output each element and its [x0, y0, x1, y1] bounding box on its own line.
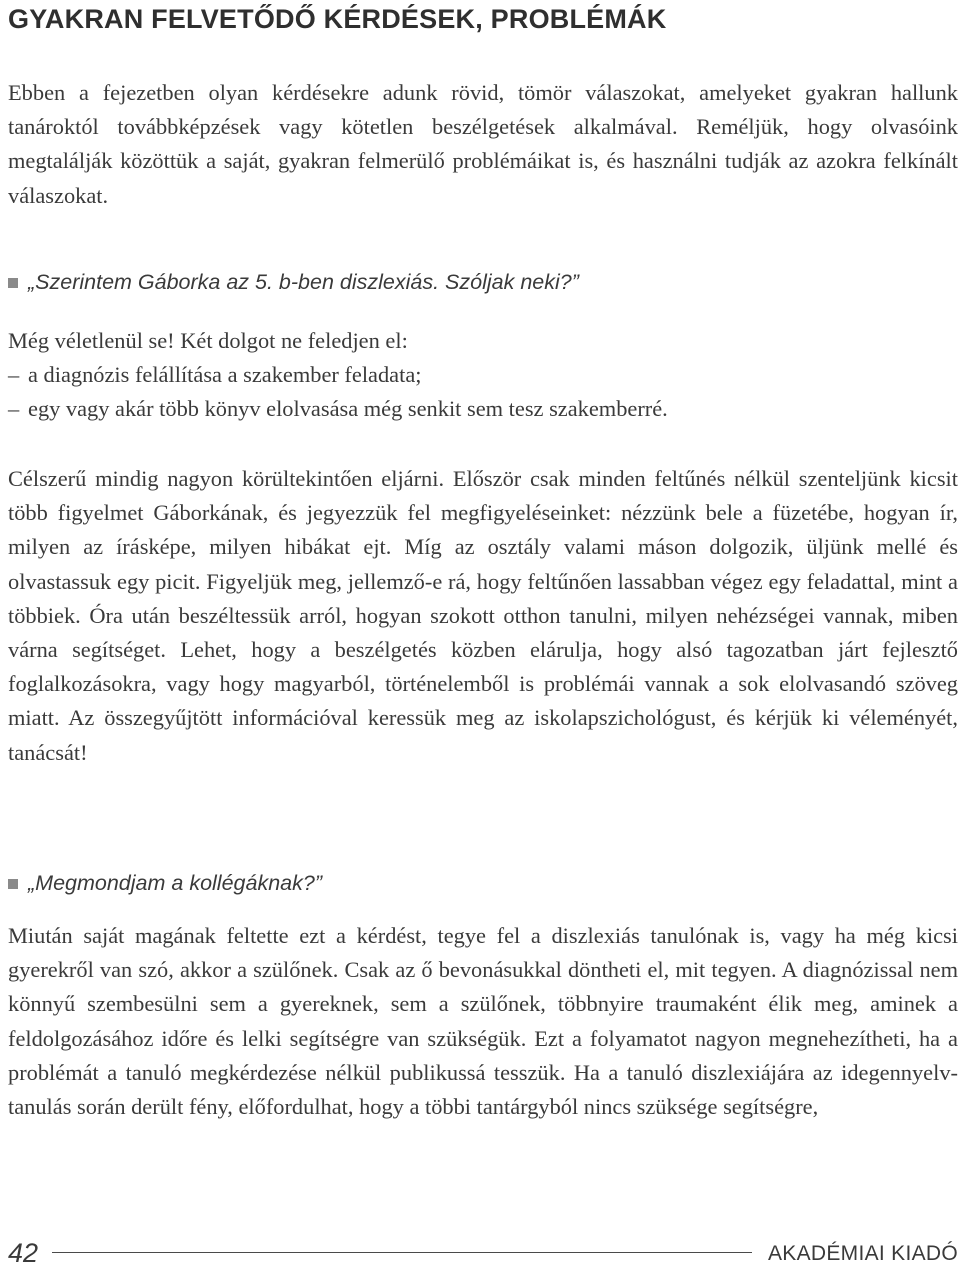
- question-heading-2: [8, 871, 322, 896]
- chapter-title: GYAKRAN FELVETŐDŐ KÉRDÉSEK, PROBLÉMÁK: [8, 4, 667, 34]
- question-heading-1: [8, 270, 579, 295]
- dash-item: [8, 358, 958, 392]
- answer-2-paragraph: Miután saját magának feltette ezt a kérdést, tegye fel a diszlexiás tanulónak is, vagy ha még kicsi gyerekről van szó, akkor a szülőnek. Csak az ő bevonásukkal döntheti el, mit tegyen. A diagnózissal nem könnyű szembesülni sem a gyereknek, sem a szülőnek, többnyire traumaként élik meg, aminek a feldolgozásához időre és lelki segítségre van szükségük. Ezt a folyamatot nagyon megnehezítheti, ha a problémát a tanuló megkérdezése nélkül publikussá tesszük. Ha a tanuló diszlexiájára az idegennyelv-tanulás során derült fény, előfordulhat, hogy a többi tantárgyból nincs szüksége segítségre,: [8, 923, 958, 1120]
- answer-lead: Még véletlenül se! Két dolgot ne feledjen el:: [8, 328, 408, 353]
- question-text: „Szerintem Gáborka az 5. b-ben diszlexiás. Szóljak neki?”: [28, 270, 579, 294]
- publisher-name: AKADÉMIAI KIADÓ: [767, 1242, 958, 1265]
- dash-icon: –: [8, 362, 20, 388]
- intro-paragraph: Ebben a fejezetben olyan kérdésekre adunk rövid, tömör válaszokat, amelyeket gyakran hallunk tanároktól továbbképzések vagy kötetlen beszélgetések alkalmával. Reméljük, hogy olvasóink megtalálják közöttük a saját, gyakran felmerülő problémáikat is, és használni tudják az azokra felkínált válaszokat.: [8, 80, 958, 208]
- square-bullet-icon: [8, 278, 18, 288]
- dash-icon: –: [8, 396, 20, 422]
- dash-item: [8, 392, 958, 426]
- page-number: 42: [8, 1238, 39, 1268]
- square-bullet-icon: [8, 879, 18, 889]
- dash-item-text: a diagnózis felállítása a szakember feladata;: [28, 362, 422, 388]
- answer-1-lead-block: [8, 324, 958, 427]
- footer-divider: [52, 1252, 752, 1253]
- question-text: „Megmondjam a kollégáknak?”: [28, 871, 322, 895]
- answer-1-paragraph: Célszerű mindig nagyon körültekintően eljárni. Először csak minden feltűnés nélkül szenteljünk kicsit több figyelmet Gáborkának, és jegyezzük fel megfigyeléseinket: nézzünk bele a füzetébe, hogyan ír, milyen az írásképe, milyen hibákat ejt. Míg az osztály valami máson dolgozik, üljünk mellé és olvastassuk egy picit. Figyeljük meg, jellemző-e rá, hogy feltűnően lassabban végez egy feladattal, mint a többiek. Óra után beszéltessük arról, hogyan szokott otthon tanulni, milyen nehézségei vannak, miben várna segítséget. Lehet, hogy a beszélgetés közben elárulja, hogy alsó tagozatban járt fejlesztő foglalkozásokra, vagy hogy magyarból, történelemből is problémái vannak a sok elolvasandó szöveg miatt. Az összegyűjtött információval keressük meg az iskolapszichológust, és kérjük ki véleményét, tanácsát!: [8, 466, 958, 765]
- dash-item-text: egy vagy akár több könyv elolvasása még senkit sem tesz szakemberré.: [28, 396, 668, 422]
- page-footer: [8, 1238, 958, 1278]
